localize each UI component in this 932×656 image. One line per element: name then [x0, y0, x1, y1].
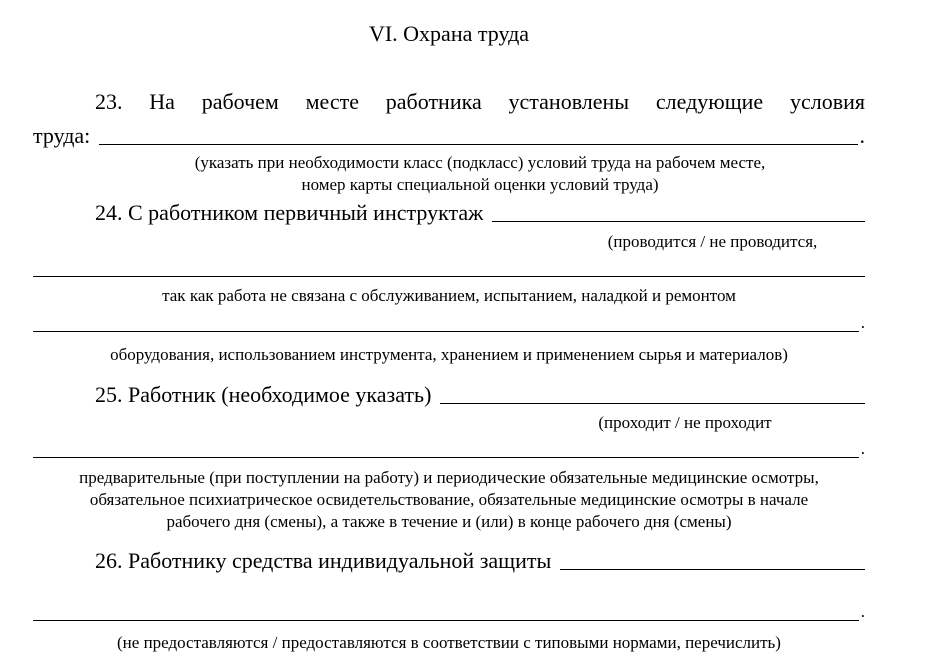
caption-26: (не предоставляются / предоставляются в соответствии с типовыми нормами, перечислить) [117, 633, 781, 652]
caption-25-line1: предварительные (при поступлении на работу) и периодические обязательные медицинские осмотры, [79, 468, 819, 487]
document-content [33, 20, 865, 654]
paragraph-26-label: 26. Работнику средства индивидуальной защиты [95, 548, 552, 573]
caption-23-line2: номер карты специальной оценки условий труда) [301, 175, 659, 194]
caption-24-end: оборудования, использованием инструмента, хранением и применением сырья и материалов) [110, 345, 788, 364]
blank-line-23 [99, 143, 857, 145]
paragraph-25 [33, 381, 865, 408]
paragraph-23-label: труда: [33, 123, 91, 148]
caption-24-mid: так как работа не связана с обслуживанием, испытанием, наладкой и ремонтом [162, 286, 736, 305]
blank-line-26 [560, 568, 865, 570]
paragraph-23-line2 [33, 122, 865, 149]
caption-25-under-blank: (проходит / не проходит [598, 413, 772, 432]
blank-line-24-continuation [33, 276, 865, 277]
paragraph-23-line1: 23. На рабочем месте работника установлены следующие условия [95, 89, 865, 114]
caption-25-line3: рабочего дня (смены), а также в течение и (или) в конце рабочего дня (смены) [166, 512, 732, 531]
blank-row-25-end [33, 435, 865, 462]
paragraph-26 [33, 547, 865, 574]
caption-23-line1: (указать при необходимости класс (подкласс) условий труда на рабочем месте, [194, 153, 766, 172]
blank-line-24-end [33, 330, 859, 332]
section-title: VI. Охрана труда [368, 21, 530, 46]
period-26: . [860, 602, 865, 621]
blank-line-24 [492, 220, 865, 222]
blank-row-26-end [33, 598, 865, 625]
paragraph-24 [33, 199, 865, 226]
blank-row-24-end [33, 309, 865, 336]
caption-25-line2: обязательное психиатрическое освидетельствование, обязательные медицинские осмотры в начале [89, 490, 809, 509]
blank-line-26-end [33, 619, 859, 621]
paragraph-25-label: 25. Работник (необходимое указать) [95, 382, 432, 407]
period-25: . [860, 439, 865, 458]
paragraph-24-label: 24. С работником первичный инструктаж [95, 200, 484, 225]
period-23: . [859, 123, 865, 148]
blank-line-25 [440, 402, 865, 404]
caption-24-under-blank: (проводится / не проводится, [607, 232, 818, 251]
blank-line-25-end [33, 456, 859, 458]
period-24: . [860, 313, 865, 332]
